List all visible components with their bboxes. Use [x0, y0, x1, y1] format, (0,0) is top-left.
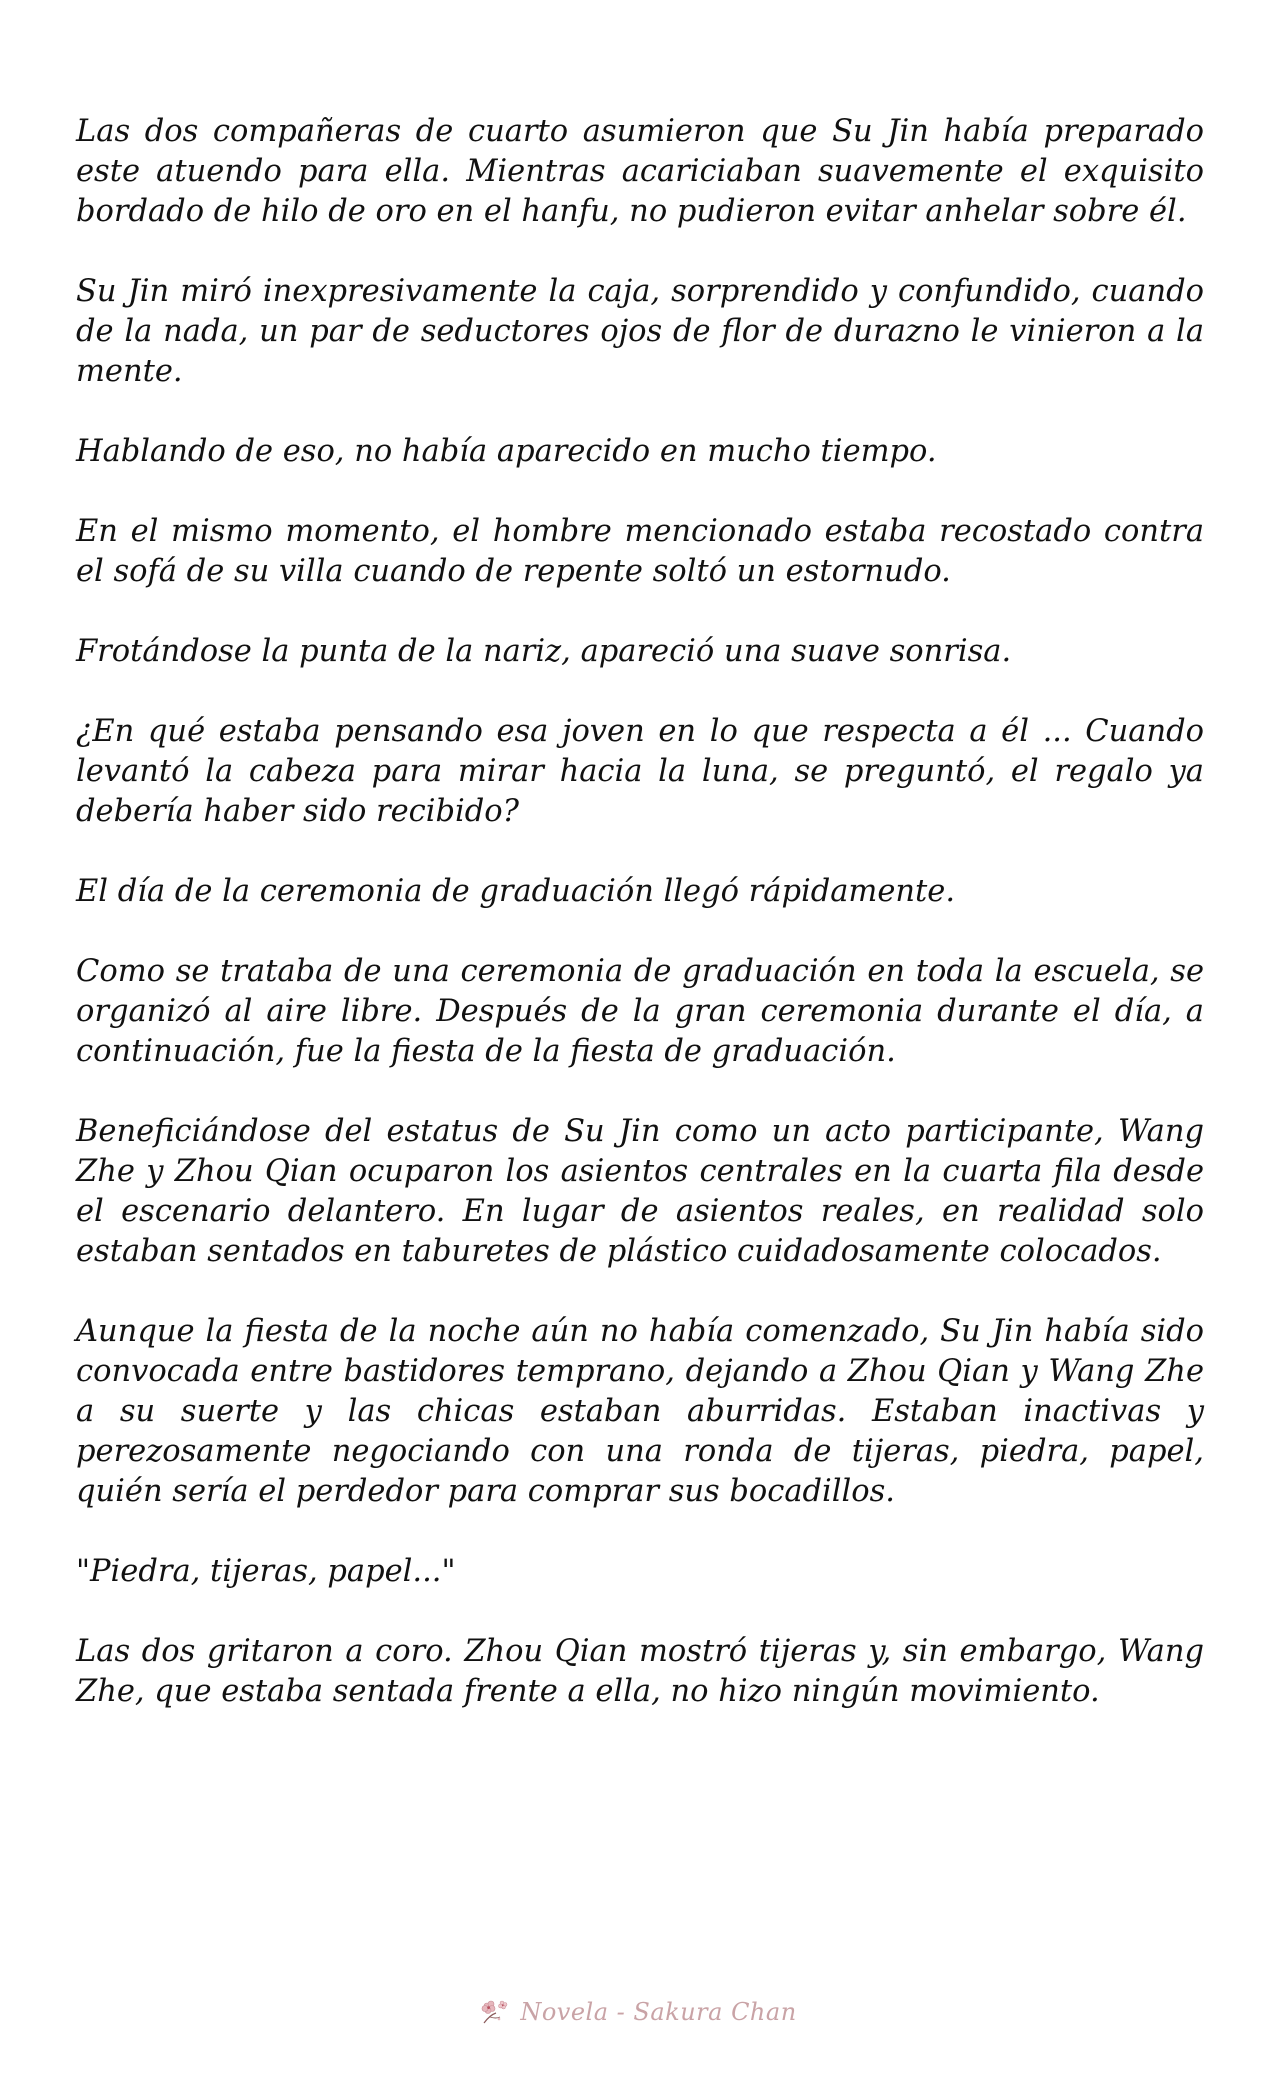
paragraph: En el mismo momento, el hombre mencionado estaba recostado contra el sofá de su villa cuando de repente soltó un estornudo.	[76, 514, 1204, 589]
footer-watermark	[0, 1992, 1275, 2032]
paragraph: "Piedra, tijeras, papel..."	[76, 1554, 456, 1589]
paragraph: Hablando de eso, no había aparecido en mucho tiempo.	[76, 434, 937, 469]
document-body	[76, 112, 1204, 1752]
paragraph: Frotándose la punta de la nariz, apareció una suave sonrisa.	[76, 634, 1012, 669]
paragraph: Beneficiándose del estatus de Su Jin como un acto participante, Wang Zhe y Zhou Qian ocuparon los asientos centrales en la cuarta fila desde el escenario delantero. En lugar de asientos reales, en realidad solo estaban sentados en taburetes de plástico cuidadosamente colocados.	[76, 1114, 1204, 1269]
paragraph: Como se trataba de una ceremonia de graduación en toda la escuela, se organizó al aire libre. Después de la gran ceremonia durante el día, a continuación, fue la fiesta de la fiesta de graduación.	[76, 954, 1204, 1069]
footer-content	[478, 1997, 796, 2027]
footer-text: Novela - Sakura Chan	[520, 1998, 797, 2026]
paragraph: Aunque la fiesta de la noche aún no había comenzado, Su Jin había sido convocada entre bastidores temprano, dejando a Zhou Qian y Wang Zhe a su suerte y las chicas estaban aburridas. Estaban inactivas y perezosamente negociando con una ronda de tijeras, piedra, papel, quién sería el perdedor para comprar sus bocadillos.	[76, 1314, 1204, 1509]
paragraph: Su Jin miró inexpresivamente la caja, sorprendido y confundido, cuando de la nada, un par de seductores ojos de flor de durazno le vinieron a la mente.	[76, 274, 1204, 389]
paragraph: El día de la ceremonia de graduación llegó rápidamente.	[76, 874, 956, 909]
paragraph: ¿En qué estaba pensando esa joven en lo que respecta a él ... Cuando levantó la cabeza para mirar hacia la luna, se preguntó, el regalo ya debería haber sido recibido?	[76, 714, 1204, 829]
paragraph: Las dos gritaron a coro. Zhou Qian mostró tijeras y, sin embargo, Wang Zhe, que estaba sentada frente a ella, no hizo ningún movimiento.	[76, 1634, 1204, 1709]
paragraph: Las dos compañeras de cuarto asumieron que Su Jin había preparado este atuendo para ella. Mientras acariciaban suavemente el exquisito bordado de hilo de oro en el hanfu, no pudieron evitar anhelar sobre él.	[76, 114, 1204, 229]
sakura-flower-icon	[478, 1997, 512, 2027]
